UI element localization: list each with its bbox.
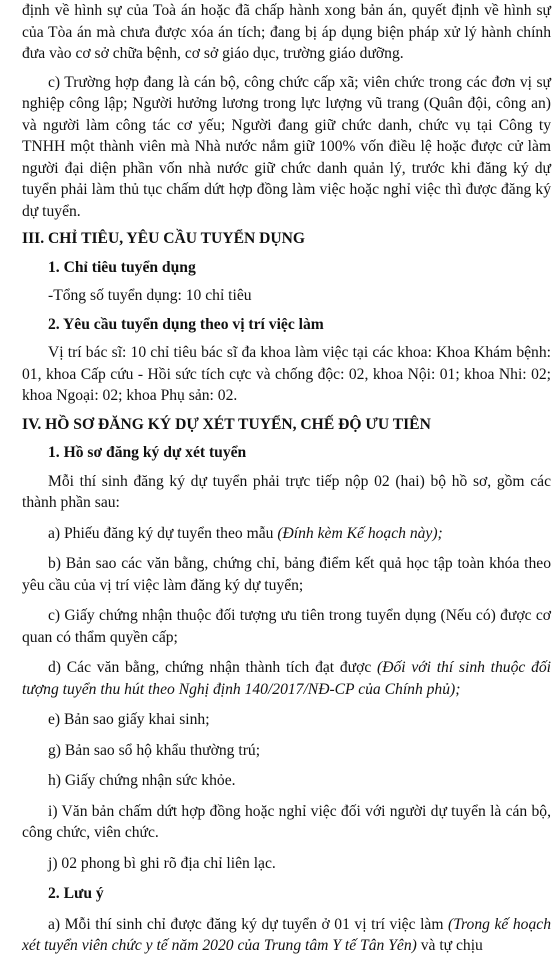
- section-4-sub1-intro: Mỗi thí sinh đăng ký dự tuyển phải trực tiếp nộp 02 (hai) bộ hồ sơ, gồm các thành phần sau:: [22, 472, 551, 511]
- list-item-a-text: a) Phiếu đăng ký dự tuyển theo mẫu: [48, 524, 278, 542]
- note-a-paragraph: [22, 914, 551, 957]
- list-item-g: g) Bản sao sổ hộ khẩu thường trú;: [48, 741, 261, 759]
- section-3-sub1-text: -Tổng số tuyển dụng: 10 chỉ tiêu: [48, 287, 252, 304]
- list-item-c: c) Giấy chứng nhận thuộc đối tượng ưu tiên trong tuyển dụng (Nếu có) được cơ quan có thẩm quyền cấp;: [22, 607, 551, 646]
- note-a-tail: và tự chịu: [416, 937, 483, 954]
- section-3-sub2-heading: 2. Yêu cầu tuyển dụng theo vị trí việc làm: [48, 315, 324, 333]
- note-a-text: a) Mỗi thí sinh chỉ được đăng ký dự tuyển ở 01 vị trí việc làm: [48, 915, 449, 933]
- list-item-d: [22, 657, 551, 700]
- section-4-heading: IV. HỒ SƠ ĐĂNG KÝ DỰ XÉT TUYỂN, CHẾ ĐỘ ƯU TIÊN: [22, 415, 431, 433]
- list-item-b: b) Bản sao các văn bằng, chứng chỉ, bảng điểm kết quả học tập toàn khóa theo yêu cầu của vị trí việc làm đăng ký dự tuyển;: [22, 555, 551, 594]
- list-item-a: [22, 523, 551, 545]
- section-4-sub2-heading: 2. Lưu ý: [48, 885, 104, 902]
- section-3-sub2-text: Vị trí bác sĩ: 10 chỉ tiêu bác sĩ đa khoa làm việc tại các khoa: Khoa Khám bệnh: 01, khoa Cấp cứu - Hồi sức tích cực và chống độc: 02, khoa Nội: 01; khoa Nhi: 02; khoa Ngoại: 02; khoa Phụ sản: 02.: [22, 344, 551, 404]
- list-item-a-note: (Đính kèm Kế hoạch này);: [277, 524, 443, 542]
- list-item-i: i) Văn bản chấm dứt hợp đồng hoặc nghỉ việc đối với người dự tuyển là cán bộ, công chức, viên chức.: [22, 802, 551, 841]
- list-item-d-text: d) Các văn bằng, chứng nhận thành tích đạt được: [48, 659, 378, 676]
- section-4-sub1-heading: 1. Hồ sơ đăng ký dự xét tuyển: [48, 444, 247, 461]
- section-3-sub1-heading: 1. Chỉ tiêu tuyển dụng: [48, 258, 196, 276]
- list-item-e: e) Bản sao giấy khai sinh;: [48, 711, 210, 728]
- list-item-h: h) Giấy chứng nhận sức khỏe.: [48, 772, 236, 789]
- list-item-d-note: (Đối với thí sinh thuộc đối tượng tuyển thu hút theo Nghị định 140/2017/NĐ-CP của Chính phủ);: [22, 659, 551, 698]
- section-3-heading: III. CHỈ TIÊU, YÊU CẦU TUYỂN DỤNG: [22, 230, 306, 247]
- note-a-italic: (Trong kế hoạch xét tuyển viên chức y tế năm 2020 của Trung tâm Y tế Tân Yên): [22, 915, 551, 954]
- item-c-paragraph: c) Trường hợp đang là cán bộ, công chức cấp xã; viên chức trong các đơn vị sự nghiệp công lập; Người hưởng lương trong lực lượng vũ trang (Quân đội, công an) và người làm công tác cơ yếu; Người đang giữ chức danh, chức vụ tại Công ty TNHH một thành viên mà Nhà nước nắm giữ 100% vốn điều lệ hoặc được cử làm người đại diện phần vốn nhà nước giữ chức danh quản lý, trước khi đăng ký dự tuyển phải làm thủ tục chấm dứt hợp đồng làm việc hoặc nghỉ việc thì được đăng ký dự tuyển.: [22, 73, 551, 220]
- intro-paragraph: định về hình sự của Toà án hoặc đã chấp hành xong bản án, quyết định về hình sự của Tòa án mà chưa được xóa án tích; đang bị áp dụng biện pháp xử lý hành chính đưa vào cơ sở chữa bệnh, cơ sở giáo dục, trường giáo dưỡng.: [22, 2, 551, 62]
- list-item-j: j) 02 phong bì ghi rõ địa chỉ liên lạc.: [48, 854, 276, 872]
